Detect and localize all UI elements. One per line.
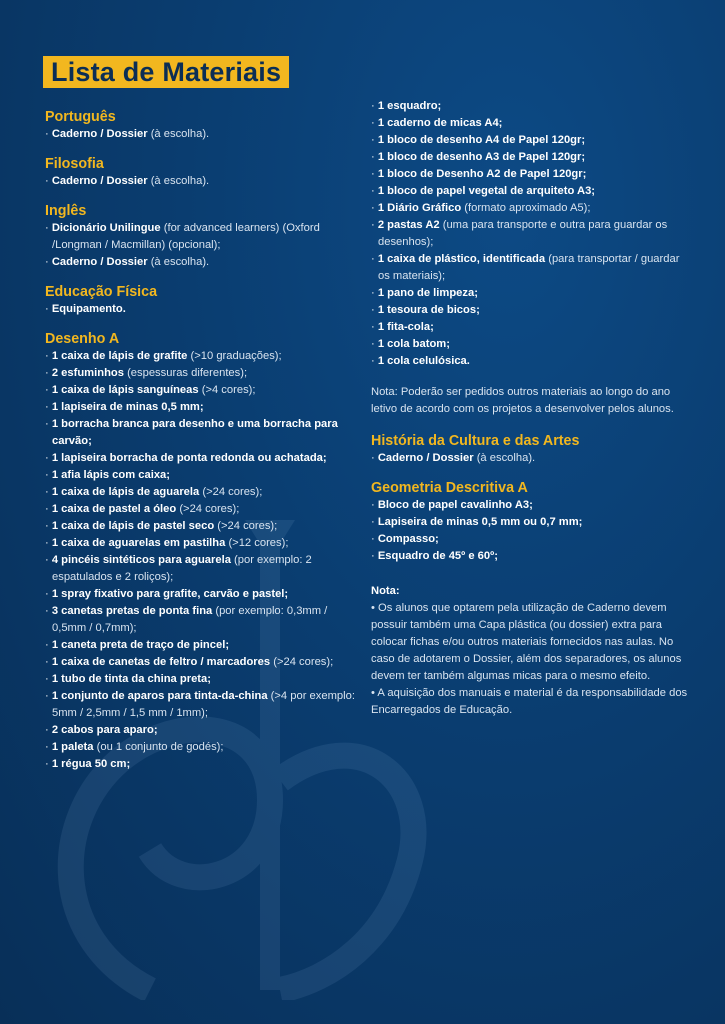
subject-heading: Filosofia [45,156,104,172]
materials-note: Nota: Poderão ser pedidos outros materiais ao longo do ano letivo de acordo com os projetos a desenvolver pelos alunos. [371,386,674,415]
item-name: 1 bloco de desenho A4 de Papel 120gr; [377,134,586,146]
list-item [45,518,363,535]
list-item [45,173,363,190]
item-detail: (formato aproximado A5); [461,202,591,214]
list-item [371,183,689,200]
item-name: 1 caneta preta de traço de pincel; [51,639,230,651]
item-detail: (>12 cores); [225,537,289,549]
item-detail: (à escolha). [473,452,536,464]
item-detail: (uma para transporte e outra para guardar os desenhos); [378,219,668,248]
item-detail: (for advanced learners) (Oxford /Longman / Macmillan) (opcional); [52,222,320,251]
list-item [45,654,363,671]
item-name: Compasso; [377,533,439,545]
item-name: Bloco de papel cavalinho A3; [377,499,533,511]
note-bullet: • Os alunos que optarem pela utilização de Caderno devem possuir também uma Capa plástica (ou dossier) extra para colocar fichas e/ou outros materiais fornecidos nas aulas. No caso de adotarem o Dossier, além dos separadores, os alunos devem ter também algumas micas para o mesmo efeito. [371,600,689,685]
list-item [45,365,363,382]
list-item [45,254,363,271]
list-item [45,637,363,654]
item-name: 2 cabos para aparo; [51,724,158,736]
list-item [45,501,363,518]
list-item [45,301,363,318]
right-column [371,100,689,719]
item-list [45,126,363,143]
item-name: 1 cola celulósica. [377,355,470,367]
item-name: 1 caixa de canetas de feltro / marcadores [51,656,271,668]
subject-heading: Educação Física [45,284,158,300]
item-name: 1 caixa de lápis de aguarela [51,486,200,498]
item-name: 1 caixa de plástico, identificada [377,253,546,265]
item-name: 2 pastas A2 [377,219,440,231]
list-item [371,302,689,319]
subject-heading: Geometria Descritiva A [371,480,528,496]
item-detail: (para transportar / guardar os materiais); [378,253,680,282]
item-detail: (à escolha). [147,128,210,140]
item-name: 1 cola batom; [377,338,450,350]
item-name: 1 bloco de desenho A3 de Papel 120gr; [377,151,586,163]
item-name: 1 caixa de pastel a óleo [51,503,177,515]
item-detail: (>24 cores); [214,520,278,532]
list-item [371,132,689,149]
note-title: Nota: [371,585,400,597]
list-item [371,353,689,370]
item-detail: (por exemplo: 2 espatulados e 2 roliços); [52,554,312,583]
subject-heading: História da Cultura e das Artes [371,433,580,449]
list-item [45,552,363,586]
item-name: 1 esquadro; [377,100,442,112]
item-name: Lapiseira de minas 0,5 mm ou 0,7 mm; [377,516,583,528]
item-name: 1 caixa de lápis de grafite [51,350,188,362]
item-name: 1 caixa de lápis de pastel seco [51,520,215,532]
item-name: 1 caderno de micas A4; [377,117,503,129]
item-name: Equipamento. [51,303,126,315]
item-name: 1 afia lápis com caixa; [51,469,170,481]
list-item [371,149,689,166]
list-item [45,382,363,399]
list-item [371,200,689,217]
subject-section [45,330,363,773]
item-list [371,497,689,565]
item-detail: (à escolha). [147,175,210,187]
item-detail: (>10 graduações); [187,350,282,362]
subject-heading: Inglês [45,203,87,219]
subject-section [371,432,689,467]
list-item [45,586,363,603]
list-item [45,688,363,722]
item-detail: (>24 cores); [199,486,263,498]
subject-section [45,155,363,190]
item-name: 1 tubo de tinta da china preta; [51,673,211,685]
list-item [371,251,689,285]
item-name: Caderno / Dossier [51,128,148,140]
item-name: 1 lapiseira de minas 0,5 mm; [51,401,204,413]
item-name: 1 lapiseira borracha de ponta redonda ou achatada; [51,452,327,464]
list-item [45,450,363,467]
list-item [45,535,363,552]
item-list [45,301,363,318]
item-name: 1 régua 50 cm; [51,758,131,770]
desenho-continued-list [371,98,689,370]
left-column [45,108,363,785]
list-item [371,336,689,353]
item-name: 3 canetas pretas de ponta fina [51,605,213,617]
list-item [45,126,363,143]
item-name: 1 spray fixativo para grafite, carvão e pastel; [51,588,289,600]
list-item [371,166,689,183]
final-note [371,583,689,719]
subject-heading: Português [45,109,116,125]
subject-section [45,202,363,271]
list-item [45,722,363,739]
list-item [371,217,689,251]
item-name: 1 conjunto de aparos para tinta-da-china [51,690,268,702]
item-list [45,220,363,271]
page-title: Lista de Materiais [43,56,289,88]
list-item [371,285,689,302]
item-name: 1 caixa de lápis sanguíneas [51,384,199,396]
list-item [371,450,689,467]
item-name: Esquadro de 45º e 60º; [377,550,498,562]
list-item [45,739,363,756]
list-item [371,531,689,548]
item-name: 1 paleta [51,741,94,753]
list-item [45,467,363,484]
subject-heading: Desenho A [45,331,120,347]
item-name: 1 pano de limpeza; [377,287,478,299]
list-item [45,603,363,637]
list-item [45,671,363,688]
item-name: 4 pincéis sintéticos para aguarela [51,554,231,566]
item-detail: (>24 cores); [176,503,240,515]
item-list [371,450,689,467]
list-item [45,348,363,365]
item-list [45,173,363,190]
list-item [371,497,689,514]
item-name: Caderno / Dossier [51,175,148,187]
list-item [371,319,689,336]
item-name: 1 bloco de papel vegetal de arquiteto A3; [377,185,596,197]
item-name: 2 esfuminhos [51,367,124,379]
subject-section [45,108,363,143]
list-item [45,416,363,450]
note-bullet: • A aquisição dos manuais e material é da responsabilidade dos Encarregados de Educação. [371,685,689,719]
item-detail: (por exemplo: 0,3mm / 0,5mm / 0,7mm); [52,605,328,634]
item-name: 1 tesoura de bicos; [377,304,480,316]
item-name: Dicionário Unilingue [51,222,161,234]
item-name: 1 bloco de Desenho A2 de Papel 120gr; [377,168,587,180]
subject-section [371,479,689,565]
item-detail: (>24 cores); [270,656,334,668]
item-name: 1 borracha branca para desenho e uma borracha para carvão; [51,418,338,447]
subject-section [45,283,363,318]
item-name: 1 Diário Gráfico [377,202,462,214]
item-detail: (ou 1 conjunto de godés); [93,741,224,753]
item-detail: (à escolha). [147,256,210,268]
list-item [371,548,689,565]
list-item [45,220,363,254]
list-item [371,98,689,115]
item-name: Caderno / Dossier [377,452,474,464]
list-item [371,115,689,132]
item-detail: (espessuras diferentes); [123,367,248,379]
list-item [45,484,363,501]
item-name: 1 fita-cola; [377,321,434,333]
item-list [45,348,363,773]
item-detail: (>4 cores); [198,384,256,396]
list-item [45,399,363,416]
list-item [45,756,363,773]
item-name: 1 caixa de aguarelas em pastilha [51,537,226,549]
list-item [371,514,689,531]
item-name: Caderno / Dossier [51,256,148,268]
item-detail: (>4 por exemplo: 5mm / 2,5mm / 1,5 mm / 1mm); [52,690,355,719]
